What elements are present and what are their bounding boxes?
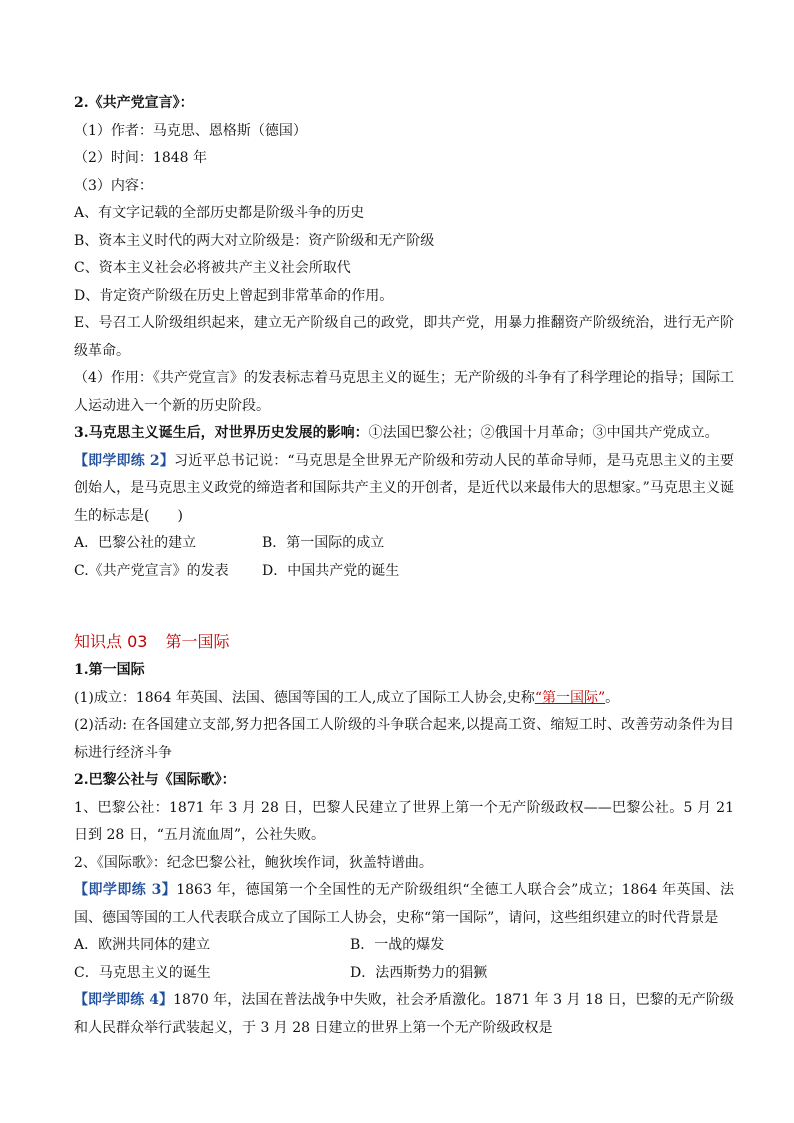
first-international-heading: 1.第一国际 [74, 662, 145, 678]
practice2-option-b: B．第一国际的成立 [262, 535, 385, 551]
section2-effect: （4）作用：《共产党宣言》的发表标志着马克思主义的诞生；无产阶级的斗争有了科学理论的指导；国际工人运动进入一个新的历史阶段。 [74, 370, 734, 414]
section3-paragraph [74, 420, 734, 448]
section2-item-c: C、资本主义社会必将被共产主义社会所取代 [74, 260, 351, 276]
practice2-question: 习近平总书记说：“马克思是全世界无产阶级和劳动人民的革命导师，是马克思主义的主要创始人，是马克思主义政党的缔造者和国际共产主义的开创者，是近代以来最伟大的思想家。”马克思主义诞生的标志是( ) [74, 452, 734, 524]
section2-item-b: B、资本主义时代的两大对立阶级是：资产阶级和无产阶级 [74, 232, 435, 249]
section2-content-label: （3）内容： [74, 177, 153, 194]
practice3-option-b: B．一战的爆发 [350, 937, 445, 953]
practice2-tag: 【即学即练 2】 [74, 452, 175, 469]
practice4-question-paragraph [74, 987, 734, 1042]
practice3-options-row1 [74, 932, 734, 960]
first-international-activity: (2)活动: 在各国建立支部,努力把各国工人阶级的斗争联合起来,以提高工资、缩短工时、改善劳动条件为目标进行经济斗争 [74, 717, 734, 761]
section2-item-e: E、号召工人阶级组织起来，建立无产阶级自己的政党，即共产党，用暴力推翻资产阶级统治，进行无产阶级革命。 [74, 315, 734, 359]
practice3-options-row2 [74, 960, 734, 988]
practice3-question-paragraph [74, 877, 734, 932]
founding-text: (1)成立：1864 年英国、法国、德国等国的工人,成立了国际工人协会,史称 [74, 689, 535, 706]
practice2-option-a: A．巴黎公社的建立 [74, 535, 197, 551]
practice3-tag: 【即学即练 3】 [74, 882, 177, 898]
section3-impacts: ①法国巴黎公社；②俄国十月革命；③中国共产党成立。 [368, 425, 719, 441]
section3-heading: 3.马克思主义诞生后，对世界历史发展的影响： [74, 425, 369, 441]
practice3-question: 1863 年，德国第一个全国性的无产阶级组织“全德工人联合会”成立；1864 年英国、法国、德国等国的工人代表联合成立了国际工人协会，史称“第一国际”，请问，这些组织建立的时代背景是 [74, 882, 734, 926]
section2-heading: 2.《共产党宣言》： [74, 95, 194, 111]
founding-period: 。 [605, 689, 620, 706]
paris-commune-item1: 1、巴黎公社：1871 年 3 月 28 日，巴黎人民建立了世界上第一个无产阶级政权——巴黎公社。5 月 21 日到 28 日，“五月流血周”，公社失败。 [74, 799, 734, 843]
practice2-options-row2 [74, 558, 734, 586]
section2-author: （1）作者：马克思、恩格斯（德国） [74, 122, 307, 139]
section2-time: （2）时间：1848 年 [74, 150, 207, 166]
paris-commune-heading: 2.巴黎公社与《国际歌》： [74, 772, 236, 788]
first-international-term: “第一国际” [534, 689, 606, 706]
practice3-option-a: A．欧洲共同体的建立 [74, 937, 211, 953]
section2-item-a: A、有文字记载的全部历史都是阶级斗争的历史 [74, 205, 365, 221]
practice4-question: 1870 年，法国在普法战争中失败，社会矛盾激化。1871 年 3 月 18 日，巴黎的无产阶级和人民群众举行武装起义，于 3 月 28 日建立的世界上第一个无产阶级政权是 [74, 992, 734, 1036]
practice2-question-paragraph [74, 448, 734, 531]
paris-commune-item2: 2、《国际歌》：纪念巴黎公社，鲍狄埃作词，狄盖特谱曲。 [74, 854, 433, 871]
kp03-title: 第一国际 [165, 632, 230, 651]
practice4-tag: 【即学即练 4】 [74, 992, 174, 1008]
knowledge-point-03-heading [74, 629, 734, 655]
section2-item-d: D、肯定资产阶级在历史上曾起到非常革命的作用。 [74, 287, 394, 304]
kp03-label: 知识点 03 [74, 632, 148, 651]
practice2-option-c: C.《共产党宣言》的发表 [74, 562, 229, 579]
practice2-option-d: D．中国共产党的诞生 [262, 562, 400, 579]
first-international-founding [74, 685, 734, 713]
practice3-option-d: D．法西斯势力的猖獗 [350, 964, 488, 981]
document-content [74, 90, 734, 1042]
practice3-option-c: C．马克思主义的诞生 [74, 964, 211, 981]
practice2-options-row1 [74, 530, 734, 558]
